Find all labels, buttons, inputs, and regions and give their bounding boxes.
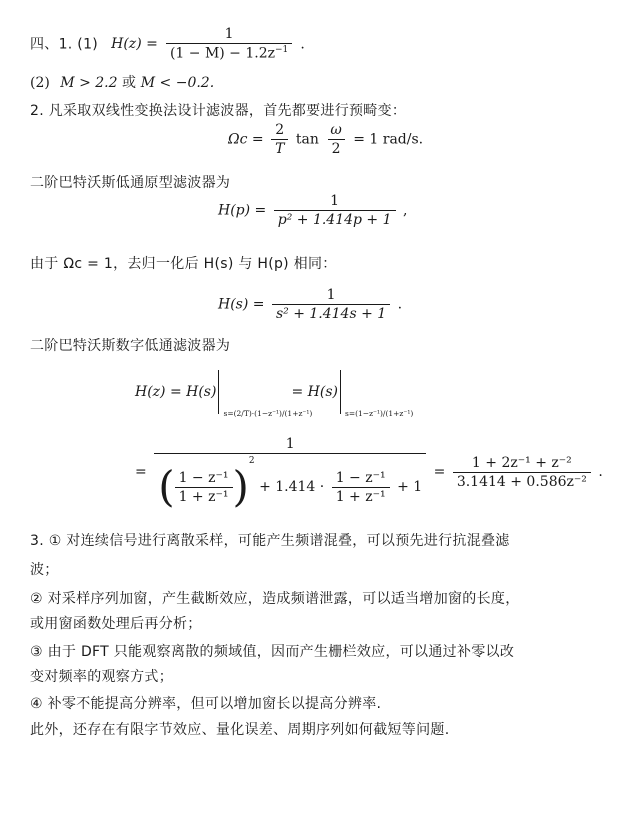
q4-1-line [30,26,305,62]
hz-lhs: H(z) = H(s) [135,384,217,400]
res-den [154,453,426,511]
omega-over-two [326,122,345,157]
q4-1-num: 1 [224,26,234,42]
q4-1-den-text: (1 − M) − 1.2z [169,45,276,62]
q4-1-h: H(z) = [111,36,158,53]
q4-3-l5: ③ 由于 DFT 只能观察离散的频域值，因而产生栅栏效应，可以通过补零以改 [30,644,515,660]
eval-sub-1: s=(2/T)·(1−z⁻¹)/(1+z⁻¹) [223,409,313,418]
res-big-fraction [154,436,426,511]
res-square: 2 [248,456,255,466]
q4-3-l4: 或用窗函数处理后再分析； [30,616,202,632]
res-inner-den: 1 + z⁻¹ [175,487,233,505]
hs-den: s² + 1.414s + 1 [272,304,390,322]
hp-tail: , [402,202,408,219]
proto-label: 二阶巴特沃斯低通原型滤波器为 [30,175,231,191]
two-over-t-den: T [271,139,288,157]
q4-3-l2: 波； [30,562,59,578]
hp-den: p² + 1.414p + 1 [274,210,396,228]
q4-1b-c1: M > 2.2 [60,75,118,91]
omega-over-two-num: ω [330,122,342,138]
q4-3-l3: ② 对采样序列加窗，产生截断效应，造成频谱泄露，可以适当增加窗的长度， [30,591,520,607]
hs-lhs: H(s) = [218,296,265,313]
hp-lhs: H(p) = [218,202,267,219]
hz-mid: = H(s) [291,384,338,400]
q4-1b-line [30,72,214,92]
res-inner-frac [175,470,233,505]
q4-3-l1: 3. ① 对连续信号进行离散采样，可能产生频谱混叠，可以预先进行抗混叠滤 [30,533,510,549]
hs-num: 1 [326,287,336,303]
eval-bar-2 [340,370,414,418]
q4-1b-lead: (2) [30,75,50,91]
res-inner-num: 1 − z⁻¹ [178,469,229,486]
left-paren: ( [158,462,175,511]
hp-equation [218,193,407,228]
hs-equation [218,287,402,322]
q4-1-den [166,43,292,62]
q4-1b-c2: M < −0.2. [140,75,215,91]
res-mid: + 1.414 · [259,479,325,495]
digital-label: 二阶巴特沃斯数字低通滤波器为 [30,338,231,354]
right-paren: ) [232,462,249,511]
final-eq: = [433,464,446,480]
hs-fraction [272,287,390,322]
final-fraction [453,455,591,490]
res-plus1: + 1 [397,479,423,495]
hp-fraction [274,193,396,228]
hs-tail: . [397,296,403,313]
hz-sub-equation [135,370,414,418]
final-tail: . [598,464,603,480]
final-num: 1 + 2z⁻¹ + z⁻² [471,454,572,471]
omega-equation [228,122,423,157]
q4-3-l7: ④ 补零不能提高分辨率，但可以增加窗长以提高分辨率. [30,696,382,712]
res-inner2-den: 1 + z⁻¹ [332,487,390,505]
q4-1b-or: 或 [121,75,137,91]
res-inner2-num: 1 − z⁻¹ [335,469,386,486]
two-over-t-num: 2 [275,122,285,138]
q4-1-head: 四、1. (1) [30,36,99,53]
eval-bar-1 [218,370,313,418]
tan: tan [295,131,319,148]
since-line: 由于 Ωc = 1，去归一化后 H(s) 与 H(p) 相同： [30,256,337,272]
omega-lhs: Ωc = [228,131,264,148]
final-den: 3.1414 + 0.586z⁻² [453,472,591,490]
omega-over-two-den: 2 [328,139,345,157]
res-num: 1 [285,436,295,452]
q4-2-intro: 2. 凡采取双线性变换法设计滤波器，首先都要进行预畸变： [30,103,407,119]
q4-1-den-exp: −1 [275,45,289,55]
q4-1-fraction [166,26,292,62]
res-eq: = [135,464,147,480]
hz-result-equation [135,436,603,511]
q4-3-l6: 变对频率的观察方式； [30,669,173,685]
eval-sub-2: s=(1−z⁻¹)/(1+z⁻¹) [344,409,414,418]
omega-eq-tail: = 1 rad/s. [353,131,424,148]
hp-num: 1 [330,193,340,209]
q4-3-l8: 此外，还存在有限字节效应、量化误差、周期序列如何截短等问题. [30,722,450,738]
two-over-t [271,122,288,157]
q4-1-tail: . [300,36,305,53]
res-inner-frac-2 [332,470,390,505]
